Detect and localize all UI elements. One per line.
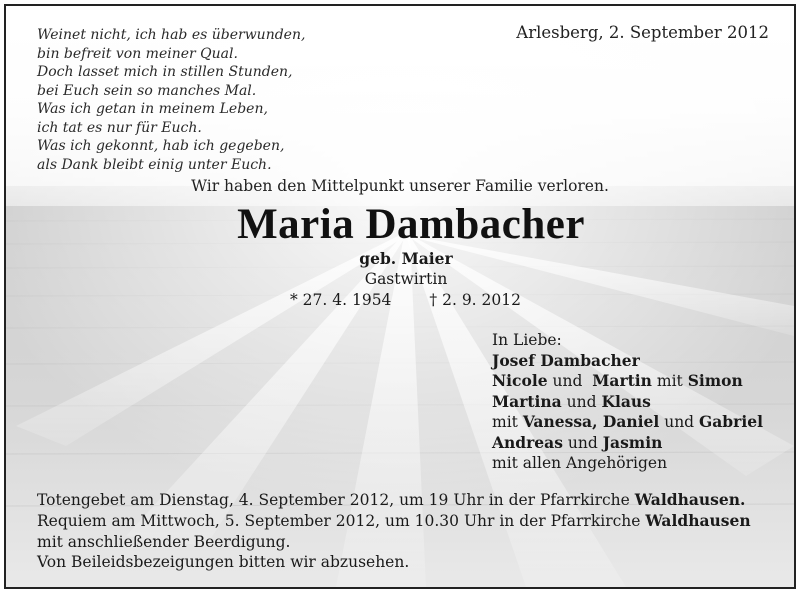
occupation: Gastwirtin (364, 270, 448, 288)
poem-line: bei Euch sein so manches Mal. (37, 82, 257, 99)
family-member-name: Martin (592, 371, 652, 390)
poem-line: Weinet nicht, ich hab es überwunden, (37, 27, 306, 43)
family-line (492, 351, 763, 372)
family-list (492, 330, 763, 474)
family-intro: In Liebe: (492, 331, 562, 349)
family-line (492, 371, 763, 392)
family-member-name: Vanessa, Daniel (522, 412, 660, 431)
family-member-name: Andreas (492, 432, 563, 452)
family-member-name: Gabriel (699, 412, 763, 431)
poem (37, 26, 305, 174)
rosary-text: Totengebet am Dienstag, 4. September 2012, um 19 Uhr in der Pfarrkirche (37, 491, 635, 509)
burial-line: mit anschließender Beerdigung. (37, 532, 291, 551)
family-line (492, 433, 763, 454)
poem-line: Was ich gekonnt, hab ich gegeben, (37, 138, 285, 154)
family-member-name: Jasmin (602, 432, 663, 452)
family-connector-text: mit allen Angehörigen (492, 454, 668, 472)
family-lines (492, 351, 763, 474)
family-member-name: Josef Dambacher (492, 350, 640, 370)
maiden-name: geb. Maier (359, 249, 453, 268)
requiem-text: Requiem am Mittwoch, 5. September 2012, um 10.30 Uhr in der Pfarrkirche (37, 511, 646, 530)
death-date: † 2. 9. 2012 (429, 291, 521, 309)
birth-date: * 27. 4. 1954 (290, 291, 392, 309)
family-connector-text: und (659, 413, 700, 431)
family-line (492, 392, 763, 413)
requiem-place: Waldhausen (645, 510, 751, 530)
family-line (492, 412, 763, 433)
condolences-line: Von Beileidsbezeigungen bitten wir abzusehen. (37, 553, 410, 572)
life-dates (290, 291, 521, 309)
family-connector-text: mit (492, 413, 523, 431)
poem-line: Was ich getan in meinem Leben, (37, 101, 268, 117)
poem-line: bin befreit von meiner Qual. (37, 45, 238, 62)
family-connector-text: und (562, 433, 603, 452)
place-and-date: Arlesberg, 2. September 2012 (516, 23, 769, 42)
rosary-line (37, 490, 751, 511)
family-member-name: Simon (687, 371, 743, 390)
family-member-name: Nicole (492, 371, 548, 390)
poem-line: Doch lasset mich in stillen Stunden, (37, 64, 293, 80)
family-member-name: Klaus (601, 391, 651, 411)
requiem-line (37, 511, 751, 532)
family-connector-text: und (561, 392, 602, 411)
family-line (492, 453, 763, 474)
obituary-card (4, 4, 796, 589)
deceased-name: Maria Dambacher (237, 201, 585, 248)
rosary-place: Waldhausen. (634, 490, 746, 509)
poem-line: als Dank bleibt einig unter Euch. (37, 156, 272, 173)
family-member-name: Martina (492, 391, 562, 411)
service-info (37, 490, 751, 573)
poem-line: ich tat es nur für Euch. (37, 119, 202, 136)
lead-sentence: Wir haben den Mittelpunkt unserer Familie verloren. (191, 177, 609, 195)
family-connector-text: und (547, 372, 593, 390)
family-connector-text: mit (651, 372, 688, 390)
